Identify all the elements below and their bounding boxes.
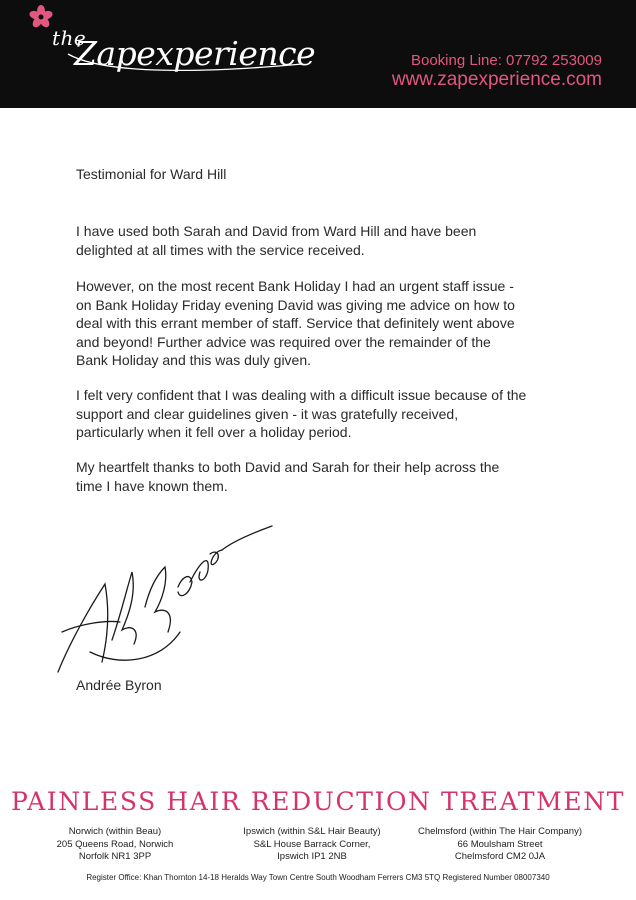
logo-swash-icon [66,46,306,76]
paragraph-line: However, on the most recent Bank Holiday I had an urgent staff issue - [76,278,514,294]
paragraph-3 [76,386,576,442]
paragraph-line: Bank Holiday and this was duly given. [76,352,312,368]
paragraph-line: I have used both Sarah and David from Ward Hill and have been [76,223,477,239]
address-line: Ipswich IP1 2NB [277,851,347,862]
location-ipswich [222,826,402,864]
paragraph-line: deal with this errant member of staff. Service that definitely went above [76,315,515,331]
paragraph-line: delighted at all times with the service received. [76,241,365,258]
paragraph-line: I felt very confident that I was dealing with a difficult issue because of the [76,387,527,403]
footer-tagline: PAINLESS HAIR REDUCTION TREATMENT [11,787,625,816]
address-line: 66 Moulsham Street [457,838,543,850]
paragraph-line: time I have known them. [76,477,228,494]
address-line: 205 Queens Road, Norwich [56,838,174,850]
paragraph-4 [76,458,576,495]
address-line: S&L House Barrack Corner, [253,838,371,850]
signer-name: Andrée Byron [76,677,162,693]
address-line: Norfolk NR1 3PP [78,851,152,862]
address-line: Ipswich (within S&L Hair Beauty) [243,826,381,837]
paragraph-line: and beyond! Further advice was required over the remainder of the [76,333,491,350]
website-link[interactable]: www.zapexperience.com [391,69,602,90]
booking-line: Booking Line: 07792 253009 [410,52,602,69]
paragraph-2 [76,277,576,370]
location-chelmsford [405,826,595,864]
paragraph-line: support and clear guidelines given - it was gratefully received, [76,405,459,422]
address-line: Norwich (within Beau) [68,826,162,837]
location-norwich [40,826,190,864]
paragraph-1 [76,222,576,259]
handwritten-signature [50,512,280,682]
register-office-line: Register Office: Khan Thornton 14-18 Heralds Way Town Centre South Woodham Ferrers CM3 5TQ Registered Number 08007340 [86,873,550,882]
logo-name: Zapexperience [74,34,316,73]
letter-title: Testimonial for Ward Hill [76,166,227,182]
logo-the: the [52,26,87,50]
paragraph-line: particularly when it fell over a holiday period. [76,424,352,440]
address-line: Chelmsford CM2 0JA [454,851,546,862]
paragraph-line: My heartfelt thanks to both David and Sarah for their help across the [76,459,500,475]
paragraph-line: on Bank Holiday Friday evening David was giving me advice on how to [76,296,515,313]
address-line: Chelmsford (within The Hair Company) [417,826,583,837]
letterhead-header [0,0,636,108]
